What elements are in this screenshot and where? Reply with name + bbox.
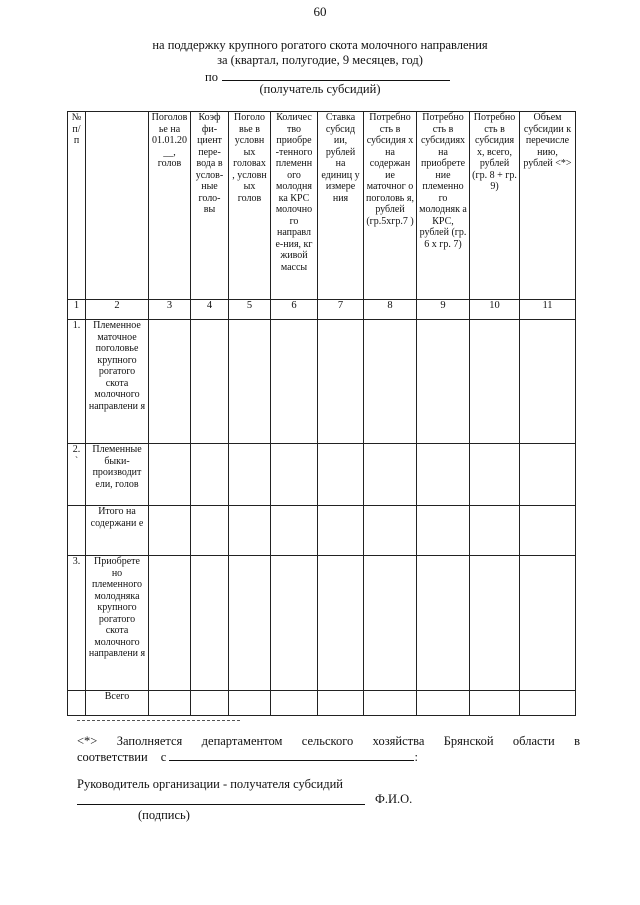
data-cell[interactable] — [470, 320, 520, 444]
column-number-row — [68, 300, 576, 320]
data-cell[interactable] — [364, 444, 417, 506]
column-number: 11 — [520, 300, 576, 320]
data-cell[interactable] — [470, 444, 520, 506]
data-cell[interactable] — [417, 506, 470, 556]
footnote-text: <*> Заполняется департаментом сельского хозяйства Брянской области в соответствии с — [77, 734, 580, 764]
table-row — [68, 691, 576, 716]
data-cell[interactable] — [520, 320, 576, 444]
data-cell[interactable] — [318, 320, 364, 444]
header-cell — [86, 112, 149, 300]
row-label: Итого на содержани е — [86, 506, 149, 556]
header-cell: Потребно сть в субсидия х на содержан ие маточног о поголовь я, рублей (гр.5хгр.7 ) — [364, 112, 417, 300]
table-row — [68, 320, 576, 444]
header-cell: Потребно сть в субсидиях на приобрете ние племенно го молодняк а КРС, рублей (гр. 6 х гр. 7) — [417, 112, 470, 300]
header-cell: Потребно сть в субсидия х, всего, рублей (гр. 8 + гр. 9) — [470, 112, 520, 300]
column-number: 6 — [271, 300, 318, 320]
header-cell: № п/ п — [68, 112, 86, 300]
signature-line — [77, 794, 365, 805]
row-number: 1. — [68, 320, 86, 444]
data-cell[interactable] — [318, 556, 364, 691]
row-number — [68, 691, 86, 716]
form-title-line1: на поддержку крупного рогатого скота молочного направления — [152, 38, 488, 52]
footnote-blank-line — [169, 749, 414, 761]
data-cell[interactable] — [191, 506, 229, 556]
data-cell[interactable] — [318, 444, 364, 506]
column-number: 3 — [149, 300, 191, 320]
subsidy-table — [67, 111, 576, 716]
column-number: 1 — [68, 300, 86, 320]
data-cell[interactable] — [520, 691, 576, 716]
header-cell: Ставка субсид ии, рублей на единиц у измере ния — [318, 112, 364, 300]
data-cell[interactable] — [229, 320, 271, 444]
data-cell[interactable] — [271, 506, 318, 556]
data-cell[interactable] — [229, 556, 271, 691]
recipient-prefix: по — [205, 70, 218, 84]
data-cell[interactable] — [417, 556, 470, 691]
table-row — [68, 506, 576, 556]
table-row — [68, 444, 576, 506]
data-cell[interactable] — [364, 691, 417, 716]
data-cell[interactable] — [271, 556, 318, 691]
header-cell: Объем субсидии к перечисле нию, рублей <*> — [520, 112, 576, 300]
data-cell[interactable] — [191, 691, 229, 716]
page-number: 60 — [313, 4, 327, 19]
data-cell[interactable] — [271, 444, 318, 506]
header-cell: Поголов ье на 01.01.20 __, голов — [149, 112, 191, 300]
column-number: 2 — [86, 300, 149, 320]
column-number: 10 — [470, 300, 520, 320]
head-of-organization-label: Руководитель организации - получателя субсидий — [77, 777, 343, 791]
header-cell: Коэф фи- циент пере- вода в услов- ные голо- вы — [191, 112, 229, 300]
header-row — [68, 112, 576, 300]
row-label: Племенное маточное поголовье крупного рогатого скота молочного направлени я — [86, 320, 149, 444]
data-cell[interactable] — [318, 691, 364, 716]
column-number: 7 — [318, 300, 364, 320]
header-cell: Количес тво приобре -тенного племенн ого молодня ка КРС молочно го направл е-ния, кг живой массы — [271, 112, 318, 300]
data-cell[interactable] — [470, 691, 520, 716]
data-cell[interactable] — [149, 444, 191, 506]
fio-label: Ф.И.О. — [375, 792, 413, 806]
row-number: 3. — [68, 556, 86, 691]
table-row — [68, 556, 576, 691]
data-cell[interactable] — [470, 556, 520, 691]
row-label: Племенные быки- производит ели, голов — [86, 444, 149, 506]
data-cell[interactable] — [470, 506, 520, 556]
data-cell[interactable] — [149, 506, 191, 556]
header-cell: Поголо вье в условн ых головах , условн ых голов — [229, 112, 271, 300]
data-cell[interactable] — [271, 320, 318, 444]
data-cell[interactable] — [149, 320, 191, 444]
row-number — [68, 506, 86, 556]
data-cell[interactable] — [417, 320, 470, 444]
data-cell[interactable] — [364, 556, 417, 691]
data-cell[interactable] — [191, 556, 229, 691]
data-cell[interactable] — [364, 506, 417, 556]
data-cell[interactable] — [520, 506, 576, 556]
data-cell[interactable] — [191, 444, 229, 506]
footnote-end: : — [414, 750, 418, 764]
data-cell[interactable] — [229, 506, 271, 556]
recipient-line — [222, 68, 450, 81]
data-cell[interactable] — [191, 320, 229, 444]
column-number: 5 — [229, 300, 271, 320]
data-cell[interactable] — [271, 691, 318, 716]
footnote — [77, 734, 580, 765]
data-cell[interactable] — [318, 506, 364, 556]
row-number: 2. ` — [68, 444, 86, 506]
column-number: 8 — [364, 300, 417, 320]
footnote-separator — [77, 720, 240, 721]
row-label: Всего — [86, 691, 149, 716]
recipient-caption: (получатель субсидий) — [259, 82, 381, 96]
data-cell[interactable] — [229, 444, 271, 506]
form-title-line2: за (квартал, полугодие, 9 месяцев, год) — [217, 53, 423, 67]
column-number: 4 — [191, 300, 229, 320]
data-cell[interactable] — [520, 444, 576, 506]
row-label: Приобрете но племенного молодняка крупного рогатого скота молочного направлени я — [86, 556, 149, 691]
data-cell[interactable] — [417, 691, 470, 716]
data-cell[interactable] — [229, 691, 271, 716]
signature-caption: (подпись) — [138, 808, 190, 822]
data-cell[interactable] — [149, 556, 191, 691]
column-number: 9 — [417, 300, 470, 320]
data-cell[interactable] — [520, 556, 576, 691]
data-cell[interactable] — [417, 444, 470, 506]
data-cell[interactable] — [364, 320, 417, 444]
data-cell[interactable] — [149, 691, 191, 716]
